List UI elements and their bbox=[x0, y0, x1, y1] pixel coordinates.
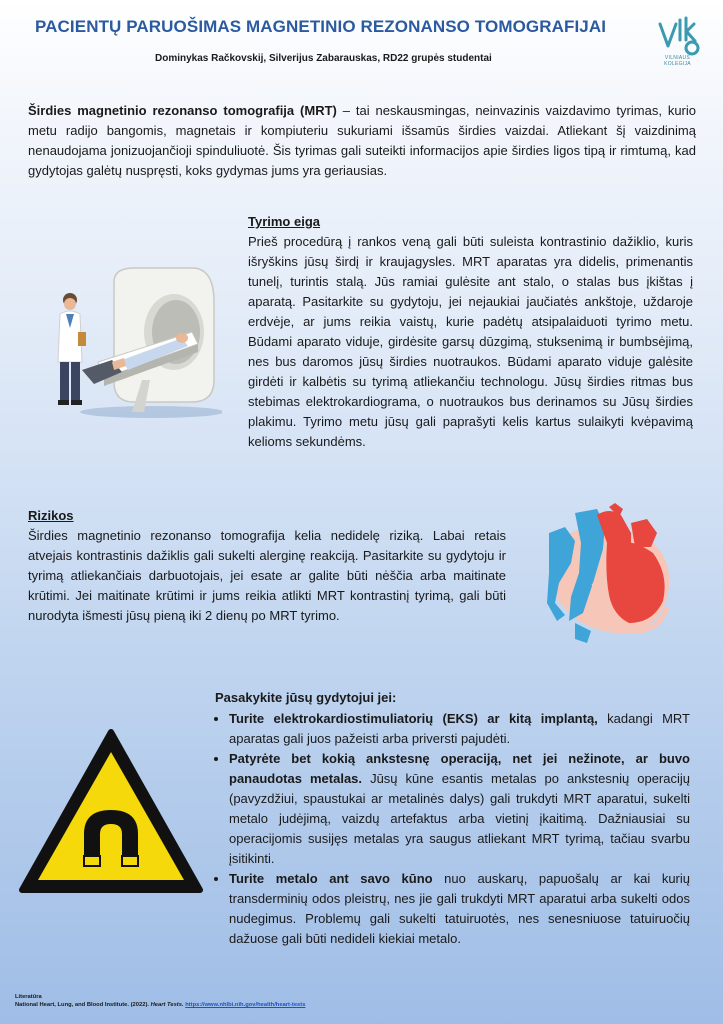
tell-doctor-list bbox=[215, 709, 690, 949]
page-title: PACIENTŲ PARUOŠIMAS MAGNETINIO REZONANSO TOMOGRAFIJAI bbox=[35, 17, 607, 36]
reference-source: National Heart, Lung, and Blood Institute. (2022). bbox=[15, 1002, 151, 1008]
list-item-text: kadangi MRT aparatas gali juos pažeisti arba priversti pajudėti. bbox=[229, 711, 690, 746]
intro-bold: Širdies magnetinio rezonanso tomografija (MRT) bbox=[28, 103, 337, 118]
list-item-text: Jūsų kūne esantis metalas po ankstesnių operacijų (pavyzdžiui, spaustukai ar metalinės dalys) gali trukdyti MRT aparatui, sukelti metalo judėjimą, vaizdų artefaktus arba vietinį įkaitimą. Dažniausiai su operacijomis susijęs metalas yra saugus atliekant MRT tyrimą, tačiau svarbu įsitikinti. bbox=[229, 771, 690, 866]
references-heading: Literatūra bbox=[15, 994, 42, 1000]
list-item bbox=[229, 749, 690, 869]
intro-text: – tai neskausmingas, neinvazinis vaizdavimo tyrimas, kurio metu radijo bangomis, magnetais ir kompiuteriu sukuriami išsamūs širdies vaizdai. Atliekant šį vaizdinimą nenaudojama jonizuojančioji spinduliuotė. Šis tyrimas gali suteikti informacijos apie širdies ligos tipą ir rimtumą, kad gydytojas galėtų nuspręsti, koks gydymas jums yra geriausias. bbox=[28, 103, 696, 178]
tell-doctor-lead: Pasakykite jūsų gydytojui jei: bbox=[215, 690, 397, 705]
tell-doctor-section bbox=[215, 688, 690, 949]
references bbox=[15, 993, 305, 1009]
list-item-text: nuo auskarų, papuošalų ar kai kurių transderminių odos pleistrų, nes jie gali trukdyti MRT aparatui arba sukelti odos nudegimus. Problemų gali sukelti tatuiruotės, nes senesniuose tatuiruočių dažuose gali būti nedideli kiekiai metalo. bbox=[229, 871, 690, 946]
risks-heading: Rizikos bbox=[28, 508, 74, 523]
list-item bbox=[229, 869, 690, 949]
magnet-warning-icon bbox=[18, 728, 204, 896]
list-item-bold: Patyrėte bet kokią ankstesnę operaciją, net jei nežinote, ar buvo panaudotas metalas. bbox=[229, 751, 690, 786]
intro-paragraph bbox=[28, 101, 696, 181]
heart-illustration bbox=[535, 503, 680, 653]
reference-link[interactable]: https://www.nhlbi.nih.gov/health/heart-tests bbox=[185, 1002, 306, 1008]
risks-section bbox=[28, 506, 506, 626]
list-item bbox=[229, 709, 690, 749]
procedure-section bbox=[248, 212, 693, 452]
authors-line: Dominykas Račkovskij, Silverijus Zabarauskas, RD22 grupės studentai bbox=[155, 53, 492, 64]
mri-scanner-illustration bbox=[42, 262, 222, 422]
list-item-bold: Turite metalo ant savo kūno bbox=[229, 871, 433, 886]
reference-entry bbox=[15, 1001, 305, 1009]
procedure-text: Prieš procedūrą į rankos veną gali būti suleista kontrastinio dažiklio, kuris išryškins jūsų širdį ir kraujagysles. MRT aparatas yra didelis, primenantis tunelį, turintis stalą. Jūs ramiai gulėsite ant stalo, o stalas bus įkištas į aparatą. Pasitarkite su gydytoju, jei nejaukiai jaučiatės ankštoje, uždaroje erdvėje, ar jums reikia vaistų, kurie padėtų atsipalaiduoti tyrimo metu. Būdami aparato viduje, girdėsite garsų dūzgimą, stuksenimą ir bumbsėjimą, nes bus daromos jūsų širdies nuotraukos. Būdami aparato viduje galėsite girdėti ir kalbėtis su tyrimą atliekančiu technologu. Jūsų širdies ritmas bus stebimas elektrokardiograma, o nuotraukos bus derinamos su Jūsų širdies plakimu. Tyrimo metu jūsų gali paprašyti kelis kartus sulaikyti kvėpavimą kelioms sekundėms. bbox=[248, 234, 693, 449]
reference-title: Heart Tests. bbox=[150, 1002, 184, 1008]
logo-text: VILNIAUS KOLEGIJA bbox=[664, 55, 691, 67]
procedure-heading: Tyrimo eiga bbox=[248, 214, 321, 229]
list-item-bold: Turite elektrokardiostimuliatorių (EKS) ar kitą implantą, bbox=[229, 711, 598, 726]
risks-text: Širdies magnetinio rezonanso tomografija kelia nedidelę riziką. Labai retais atvejais kontrastinis dažiklis gali sukelti alerginę reakciją. Pasitarkite su gydytoju ir tyrimą atliekančiais darbuotojais, jei esate ar galite būti nėščia arba maitinate krūtimi. Jei maitinate krūtimi ir jums reikia atlikti MRT kontrastinį tyrimą, gali būti nurodyta išmesti jūsų pieną iki 2 dienų po MRT tyrimo. bbox=[28, 528, 506, 623]
